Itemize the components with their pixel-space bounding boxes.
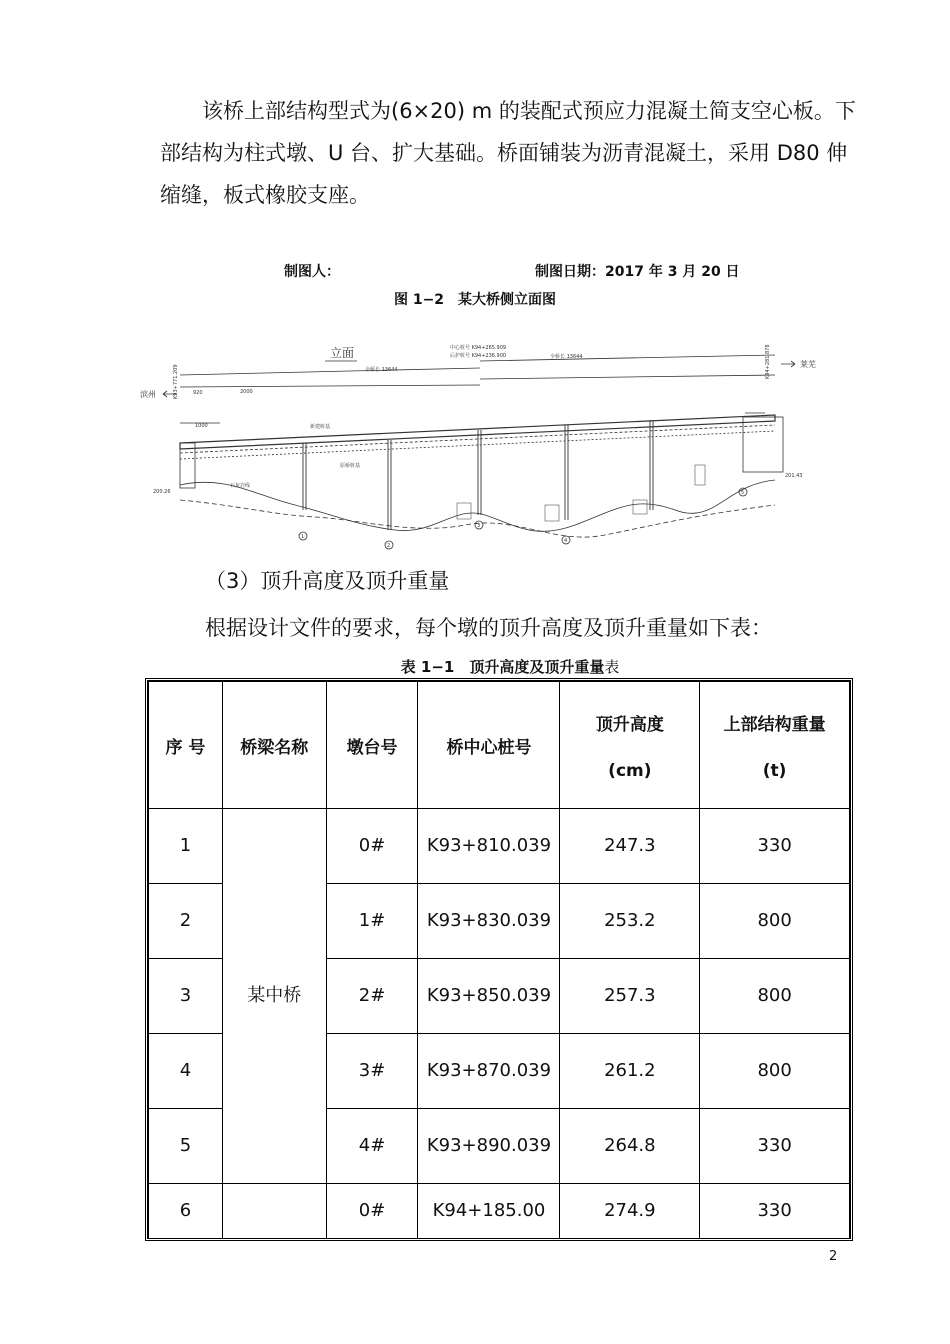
cell-bridge-name-empty (222, 1184, 326, 1239)
header-weight (700, 682, 850, 809)
cell-weight: 800 (700, 959, 850, 1034)
header-height-unit: (cm) (608, 760, 652, 781)
drawing-elev-right: 201.43 (785, 473, 803, 479)
drawing-left-station: K93+771.209 (173, 364, 179, 399)
cell-seq: 1 (149, 809, 223, 884)
header-pier: 墩台号 (326, 682, 418, 809)
header-station: 桥中心桩号 (418, 682, 560, 809)
drawing-pier-3: 3 (477, 523, 481, 529)
header-bridge: 桥梁名称 (222, 682, 326, 809)
cell-height: 264.8 (560, 1109, 700, 1184)
cell-weight: 330 (700, 809, 850, 884)
drawing-elev-left: 200.26 (153, 489, 171, 495)
cell-height: 261.2 (560, 1034, 700, 1109)
table-title-main: 表 1−1 顶升高度及顶升重量 (400, 658, 605, 676)
drawing-label-c: 石灰岩线 (230, 483, 251, 489)
cell-seq: 4 (149, 1034, 223, 1109)
table-title-tail: 表 (604, 658, 620, 676)
cell-height: 274.9 (560, 1184, 700, 1239)
figure-title: 图 1−2 某大桥侧立面图 (393, 292, 557, 308)
table-row (149, 809, 850, 884)
cell-station: K94+185.00 (418, 1184, 560, 1239)
cell-station: K93+850.039 (418, 959, 560, 1034)
drawing-left-direction: 滨州 (140, 390, 156, 399)
table-intro: 根据设计文件的要求，每个墩的顶升高度及顶升重量如下表： (205, 616, 772, 640)
drawing-pier-2: 2 (387, 543, 391, 549)
cell-weight: 330 (700, 1109, 850, 1184)
header-weight-label: 上部结构重量 (723, 714, 826, 735)
cell-station: K93+890.039 (418, 1109, 560, 1184)
cell-station: K93+810.039 (418, 809, 560, 884)
cell-pier: 0# (326, 809, 418, 884)
bridge-elevation-drawing (135, 335, 825, 555)
cell-bridge-name: 某中桥 (222, 809, 326, 1184)
drawing-right-direction: 莱芜 (800, 360, 816, 369)
cell-pier: 4# (326, 1109, 418, 1184)
table-row (149, 1184, 850, 1239)
section-subheading: （3）顶升高度及顶升重量 (205, 569, 450, 593)
drawing-center-station-2: 后护桩号 K94+236.900 (450, 353, 507, 359)
drawing-pier-5: 5 (741, 490, 745, 496)
cell-seq: 3 (149, 959, 223, 1034)
drawing-label-a: 新建桩基 (310, 424, 331, 430)
drawing-right-station: K94+281.878 (765, 344, 771, 379)
cell-pier: 3# (326, 1034, 418, 1109)
cell-height: 257.3 (560, 959, 700, 1034)
table-title (0, 656, 950, 677)
drawing-dim-2000: 2000 (240, 389, 253, 395)
header-seq: 序 号 (149, 682, 223, 809)
drawing-center-station: 中心桩号 K94+265.909 (450, 345, 507, 351)
cell-weight: 800 (700, 884, 850, 959)
cell-seq: 5 (149, 1109, 223, 1184)
jacking-table (148, 681, 850, 1238)
drawing-total-length-right: 全桥长 13644 (550, 354, 583, 360)
cell-weight: 800 (700, 1034, 850, 1109)
drawing-pier-1: 1 (301, 534, 305, 540)
cell-pier: 0# (326, 1184, 418, 1239)
header-height-label: 顶升高度 (595, 714, 664, 735)
cell-seq: 2 (149, 884, 223, 959)
cell-seq: 6 (149, 1184, 223, 1239)
table-header-row (149, 682, 850, 809)
page-number: 2 (829, 1249, 838, 1264)
drawing-dim-920: 920 (193, 390, 203, 396)
cell-weight: 330 (700, 1184, 850, 1239)
figure-date-label: 制图日期：2017 年 3 月 20 日 (535, 264, 740, 280)
cell-height: 247.3 (560, 809, 700, 884)
cell-station: K93+830.039 (418, 884, 560, 959)
cell-pier: 2# (326, 959, 418, 1034)
header-height (560, 682, 700, 809)
drawing-pier-4: 4 (564, 538, 568, 544)
cell-height: 253.2 (560, 884, 700, 959)
cell-pier: 1# (326, 884, 418, 959)
cell-station: K93+870.039 (418, 1034, 560, 1109)
drawing-dim-1000: 1000 (195, 423, 208, 429)
figure-drawer-label: 制图人： (284, 264, 340, 280)
drawing-label-b: 原桥桩基 (340, 463, 361, 469)
header-weight-unit: (t) (762, 760, 787, 781)
drawing-total-length-left: 全桥长 13644 (365, 367, 398, 373)
drawing-view-title: 立面 (330, 346, 355, 360)
body-paragraph: 该桥上部结构型式为(6×20) m 的装配式预应力混凝土简支空心板。下部结构为柱式墩、U 台、扩大基础。桥面铺装为沥青混凝土，采用 D80 伸缩缝，板式橡胶支座。 (160, 99, 856, 207)
